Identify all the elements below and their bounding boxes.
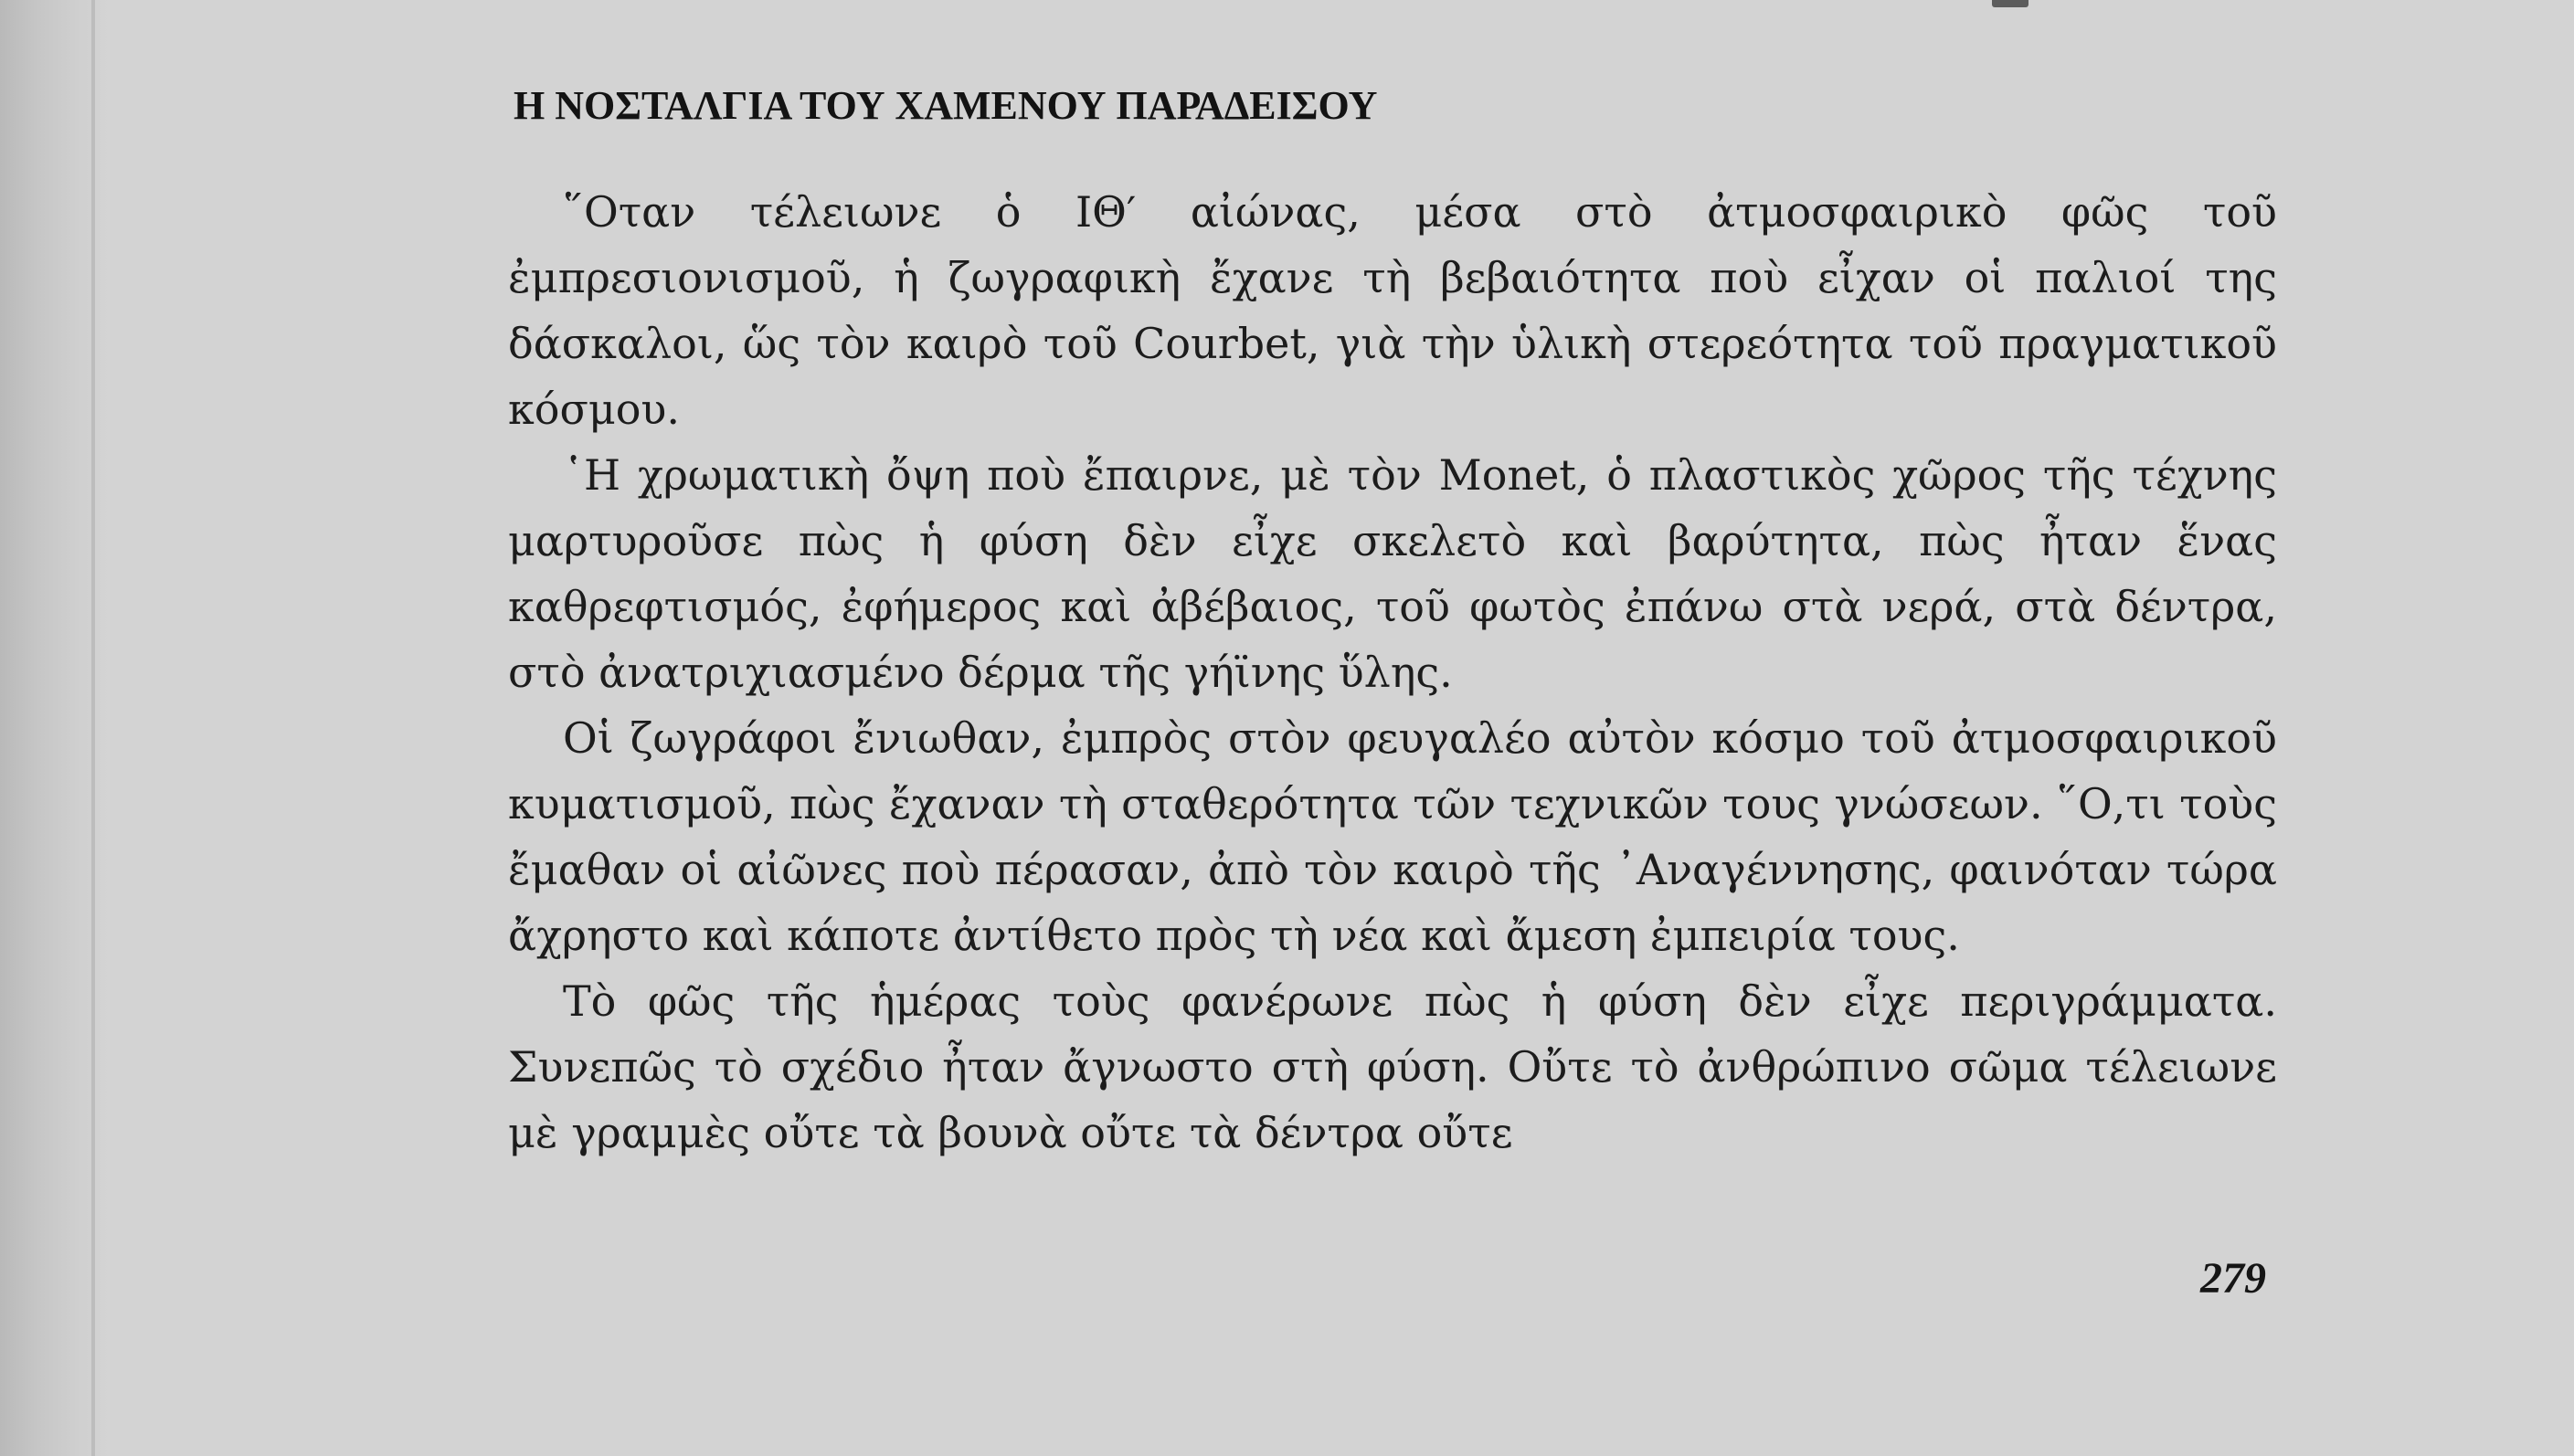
paragraph: ῾Η χρωματικὴ ὄψη ποὺ ἔπαιρνε, μὲ τὸν Monet, ὁ πλαστικὸς χῶρος τῆς τέχνης μαρτυροῦσε πὼς ἡ φύση δὲν εἶχε σκελετὸ καὶ βαρύτητα, πὼς ἦταν ἕνας καθρεφτισμός, ἐφήμερος καὶ ἀβέβαιος, τοῦ φωτὸς ἐπάνω στὰ νερά, στὰ δέντρα, στὸ ἀνατριχιασμένο δέρμα τῆς γήϊνης ὕλης.	[508, 450, 2277, 697]
page-fold-line	[91, 0, 95, 1456]
paragraph: Οἱ ζωγράφοι ἔνιωθαν, ἐμπρὸς στὸν φευγαλέο αὐτὸν κόσμο τοῦ ἀτμοσφαιρικοῦ κυματισμοῦ, πὼς ἔχαναν τὴ σταθερότητα τῶν τεχνικῶν τους γνώσεων. ῞Ο,τι τοὺς ἔμαθαν οἱ αἰῶνες ποὺ πέρασαν, ἀπὸ τὸν καιρὸ τῆς ᾿Αναγέννησης, φαινόταν τώρα ἄχρηστο καὶ κάποτε ἀντίθετο πρὸς τὴ νέα καὶ ἄμεση ἐμπειρία τους.	[508, 713, 2277, 960]
page-number: 279	[2200, 1254, 2266, 1303]
paragraph: ῞Οταν τέλειωνε ὁ ΙΘ′ αἰώνας, μέσα στὸ ἀτμοσφαιρικὸ φῶς τοῦ ἐμπρεσιονισμοῦ, ἡ ζωγραφικὴ ἔχανε τὴ βεβαιότητα ποὺ εἶχαν οἱ παλιοί της δάσκαλοι, ὥς τὸν καιρὸ τοῦ Courbet, γιὰ τὴν ὑλικὴ στερεότητα τοῦ πραγματικοῦ κόσμου.	[508, 187, 2277, 434]
body-text	[508, 179, 2277, 1166]
running-head: Η ΝΟΣΤΑΛΓΙΑ ΤΟΥ ΧΑΜΕΝΟΥ ΠΑΡΑΔΕΙΣΟΥ	[514, 83, 1378, 128]
paragraph: Τὸ φῶς τῆς ἡμέρας τοὺς φανέρωνε πὼς ἡ φύση δὲν εἶχε περιγράμματα. Συνεπῶς τὸ σχέδιο ἦταν ἄγνωστο στὴ φύση. Οὔτε τὸ ἀνθρώπινο σῶμα τέλειωνε μὲ γραμμὲς οὔτε τὰ βουνὰ οὔτε τὰ δέντρα οὔτε	[508, 976, 2277, 1157]
top-edge-mark	[1992, 0, 2028, 7]
